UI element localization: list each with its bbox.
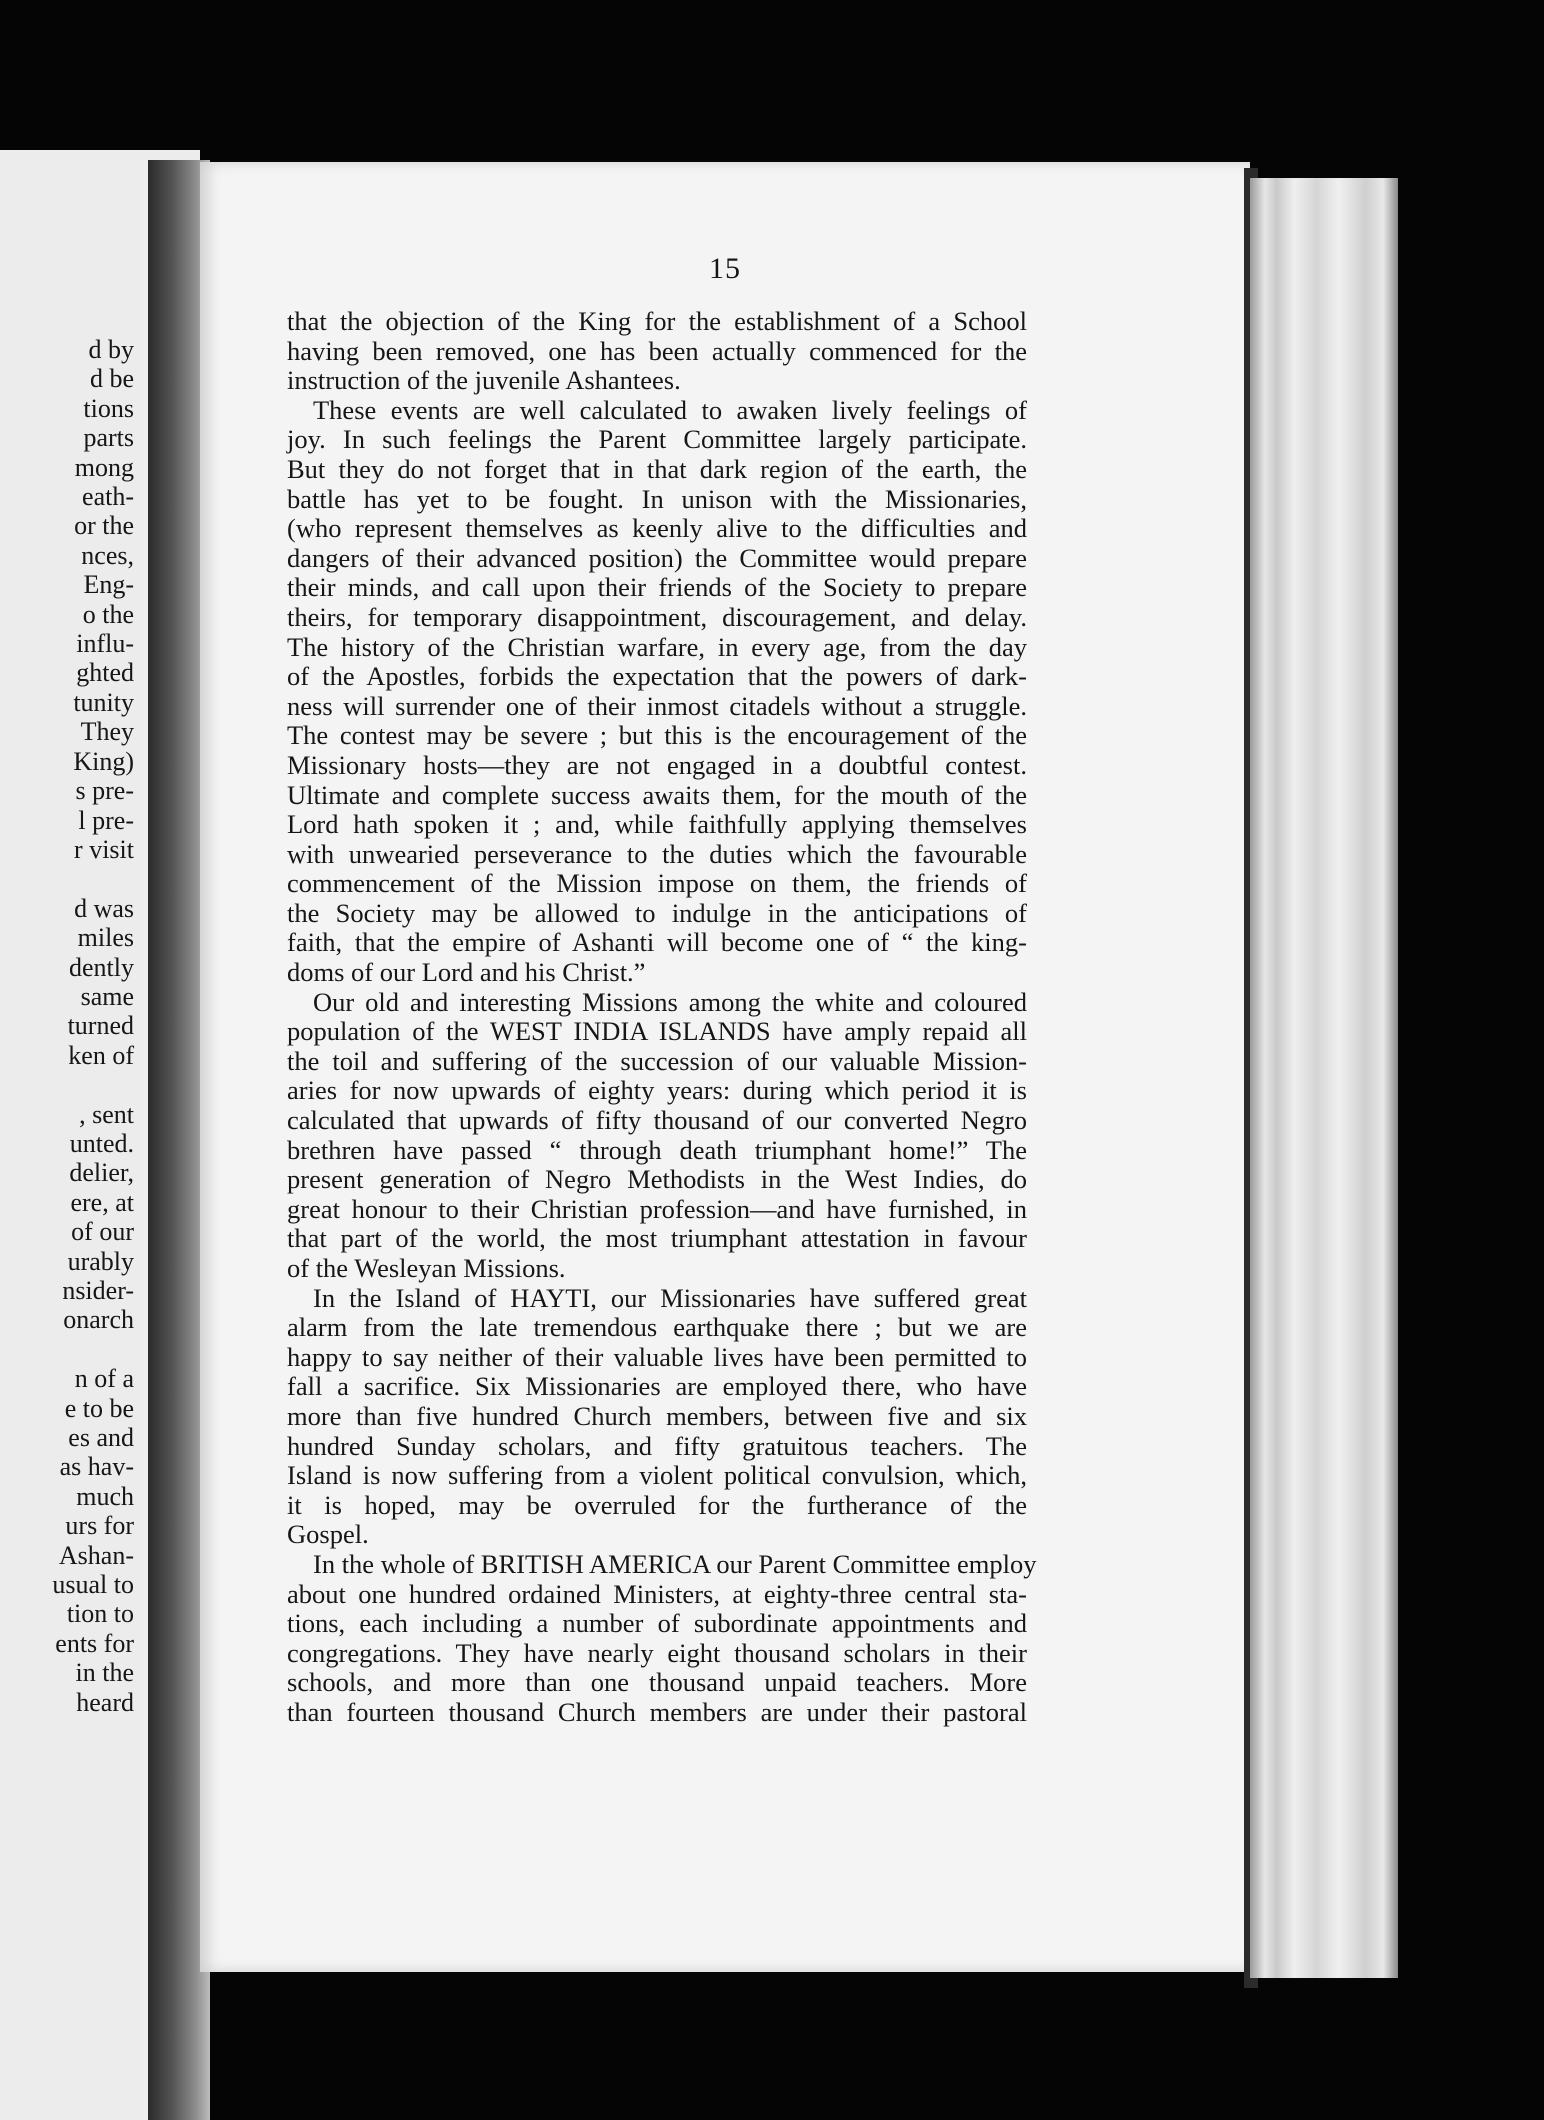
- text-line: hundred Sunday scholars, and fifty gratuitous teachers. The: [287, 1430, 1027, 1461]
- left-page-line: n of a: [74, 1364, 134, 1394]
- left-page-line: s pre-: [75, 776, 134, 806]
- text-line: dangers of their advanced position) the Committee would prepare: [287, 542, 1027, 573]
- text-line: more than five hundred Church members, between five and six: [287, 1400, 1027, 1431]
- left-page-line: e to be: [64, 1393, 134, 1423]
- left-page-line: miles: [77, 923, 134, 953]
- left-page-line: , sent: [79, 1099, 134, 1129]
- left-page-line: influ-: [76, 629, 134, 659]
- text-line: faith, that the empire of Ashanti will become one of “ the king-: [287, 927, 1027, 958]
- left-page-line: [0, 864, 134, 893]
- left-page-line: r visit: [74, 834, 134, 864]
- left-page-line: tions: [83, 393, 134, 423]
- text-line: commencement of the Mission impose on them, the friends of: [287, 868, 1027, 899]
- left-page-line: ken of: [68, 1040, 134, 1070]
- page-number: 15: [709, 252, 741, 285]
- text-line: having been removed, one has been actually commenced for the: [287, 335, 1027, 366]
- left-page-line: or the: [74, 511, 134, 541]
- text-line: battle has yet to be fought. In unison with the Missionaries,: [287, 483, 1027, 514]
- left-page-line: urs for: [65, 1511, 134, 1541]
- text-line: In the Island of HAYTI, our Missionaries have suffered great: [313, 1282, 1027, 1313]
- page-body-text: [287, 306, 1037, 1728]
- left-page-line: heard: [76, 1687, 134, 1717]
- text-line: of the Apostles, forbids the expectation that the powers of dark-: [287, 661, 1027, 692]
- text-line: than fourteen thousand Church members are under their pastoral: [287, 1696, 1027, 1727]
- text-line: Missionary hosts—they are not engaged in a doubtful contest.: [287, 749, 1027, 780]
- left-page-line: eath-: [82, 482, 134, 512]
- left-page-line: turned: [67, 1011, 134, 1041]
- text-line: The contest may be severe ; but this is the encouragement of the: [287, 720, 1027, 751]
- left-page-line: nsider-: [62, 1276, 134, 1305]
- left-page-line: es and: [68, 1423, 134, 1453]
- left-page-line: unted.: [69, 1128, 134, 1158]
- left-page-line: They: [80, 717, 134, 747]
- left-page-line: of our: [71, 1217, 134, 1247]
- text-line: joy. In such feelings the Parent Committee largely participate.: [287, 424, 1027, 455]
- left-page-line: o the: [82, 599, 134, 629]
- text-line: fall a sacrifice. Six Missionaries are employed there, who have: [287, 1371, 1027, 1402]
- left-page-line: d be: [89, 364, 134, 394]
- text-line: with unwearied perseverance to the duties which the favourable: [287, 838, 1027, 869]
- left-page-line: in the: [75, 1658, 134, 1688]
- text-line: calculated that upwards of fifty thousand of our converted Negro: [287, 1105, 1027, 1136]
- text-line: schools, and more than one thousand unpaid teachers. More: [287, 1667, 1027, 1698]
- left-page-line: usual to: [52, 1570, 134, 1600]
- left-page-line: delier,: [69, 1158, 134, 1188]
- text-line: theirs, for temporary disappointment, discouragement, and delay.: [287, 601, 1027, 632]
- left-page-line: d was: [74, 893, 134, 923]
- text-line: present generation of Negro Methodists in the West Indies, do: [287, 1164, 1027, 1195]
- left-page-line: King): [73, 746, 134, 776]
- text-line: Lord hath spoken it ; and, while faithfully applying themselves: [287, 809, 1027, 840]
- left-page-line: Eng-: [83, 570, 134, 600]
- text-line: instruction of the juvenile Ashantees.: [287, 365, 681, 396]
- text-line: their minds, and call upon their friends of the Society to prepare: [287, 572, 1027, 603]
- text-line: aries for now upwards of eighty years: during which period it is: [287, 1075, 1027, 1106]
- text-line: the toil and suffering of the succession of our valuable Mission-: [287, 1045, 1027, 1076]
- left-page-line: ere, at: [70, 1187, 134, 1217]
- text-line: great honour to their Christian profession—and have furnished, in: [287, 1193, 1027, 1224]
- text-line: Island is now suffering from a violent political convulsion, which,: [287, 1460, 1027, 1491]
- left-page-line: mong: [74, 452, 134, 482]
- left-page-line: tunity: [73, 687, 134, 717]
- left-page-line: same: [80, 981, 134, 1011]
- left-page-line: [0, 1070, 134, 1099]
- left-page-line: tion to: [66, 1599, 134, 1629]
- text-line: that part of the world, the most triumphant attestation in favour: [287, 1223, 1027, 1254]
- left-page-line: dently: [69, 952, 134, 982]
- left-page-line: l pre-: [78, 805, 134, 835]
- text-line: happy to say neither of their valuable lives have been permitted to: [287, 1341, 1027, 1372]
- page-stack: [1250, 178, 1398, 1978]
- book-page: [200, 162, 1250, 1972]
- left-page-line: urably: [67, 1246, 134, 1276]
- text-line: These events are well calculated to awaken lively feelings of: [313, 394, 1027, 425]
- text-line: population of the WEST INDIA ISLANDS have amply repaid all: [287, 1016, 1027, 1047]
- text-line: alarm from the late tremendous earthquake there ; but we are: [287, 1312, 1027, 1343]
- text-line: ness will surrender one of their inmost citadels without a struggle.: [287, 690, 1027, 721]
- left-page-line: onarch: [63, 1305, 134, 1335]
- text-line: In the whole of BRITISH AMERICA our Parent Committee employ: [313, 1548, 1037, 1579]
- left-page-line: d by: [88, 335, 134, 364]
- text-line: doms of our Lord and his Christ.”: [287, 957, 646, 988]
- text-line: about one hundred ordained Ministers, at eighty-three central sta-: [287, 1578, 1027, 1609]
- text-line: (who represent themselves as keenly alive to the difficulties and: [287, 513, 1027, 544]
- text-line: Gospel.: [287, 1519, 369, 1550]
- left-page-line: parts: [83, 423, 134, 453]
- text-line: Our old and interesting Missions among the white and coloured: [313, 986, 1027, 1017]
- text-line: that the objection of the King for the establishment of a School: [287, 306, 1027, 336]
- text-line: it is hoped, may be overruled for the furtherance of the: [287, 1489, 1027, 1520]
- text-line: the Society may be allowed to indulge in the anticipations of: [287, 897, 1027, 928]
- left-page-line: nces,: [81, 540, 134, 570]
- left-page-text: [0, 335, 134, 1717]
- text-line: But they do not forget that in that dark region of the earth, the: [287, 453, 1027, 484]
- left-page-line: ents for: [55, 1628, 134, 1658]
- text-line: tions, each including a number of subordinate appointments and: [287, 1608, 1027, 1639]
- text-line: Ultimate and complete success awaits them, for the mouth of the: [287, 779, 1027, 810]
- text-line: of the Wesleyan Missions.: [287, 1253, 566, 1283]
- text-line: brethren have passed “ through death triumphant home!” The: [287, 1134, 1027, 1165]
- left-page-line: Ashan-: [58, 1540, 134, 1570]
- left-page-line: as hav-: [59, 1452, 134, 1482]
- left-page-line: ghted: [76, 658, 134, 688]
- text-line: congregations. They have nearly eight thousand scholars in their: [287, 1637, 1027, 1668]
- text-line: The history of the Christian warfare, in every age, from the day: [287, 631, 1027, 662]
- left-page-line: much: [76, 1481, 134, 1511]
- left-page-line: [0, 1335, 134, 1364]
